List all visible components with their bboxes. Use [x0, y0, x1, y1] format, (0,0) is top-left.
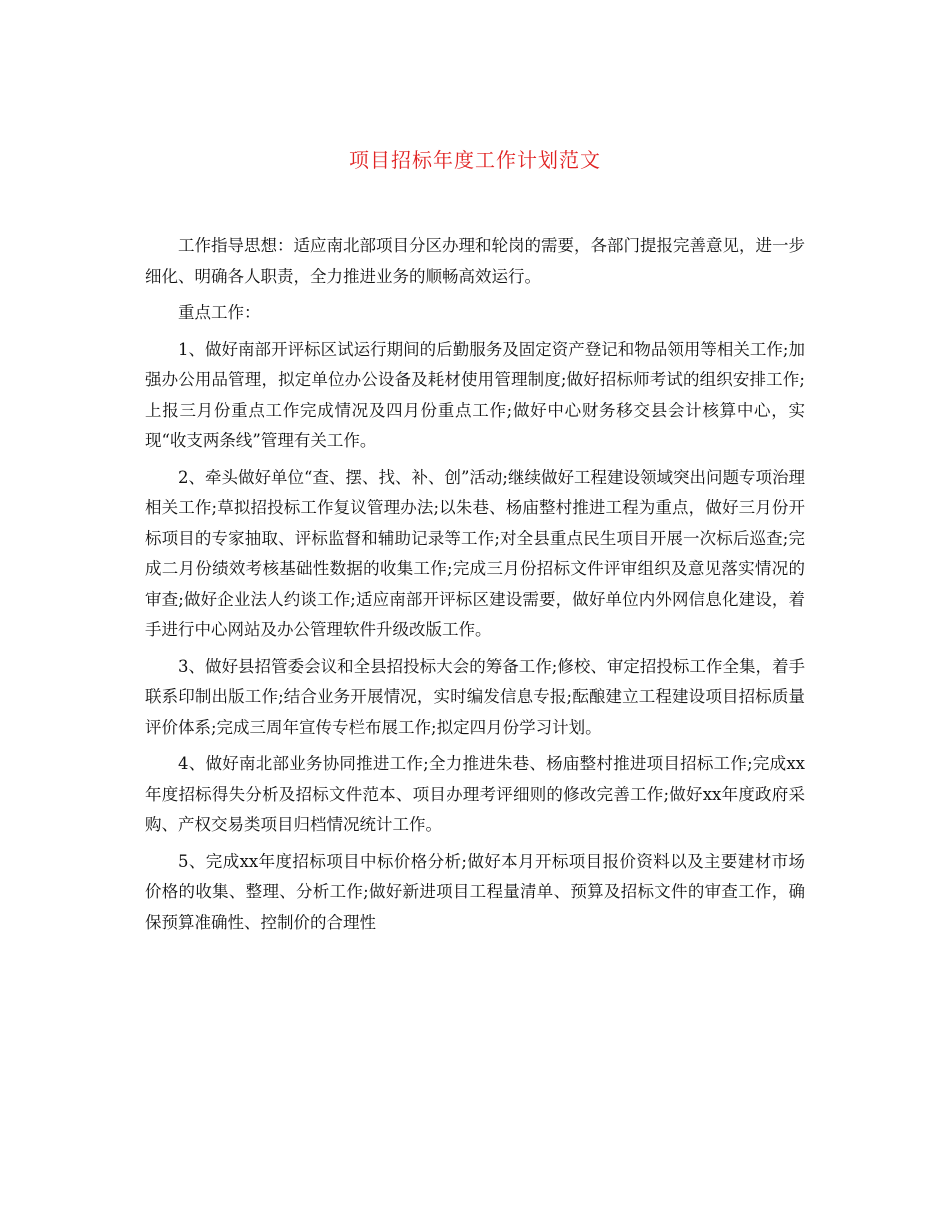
- paragraph-item-3: 3、做好县招管委会议和全县招投标大会的筹备工作;修校、审定招投标工作全集，着手联系印制出版工作;结合业务开展情况，实时编发信息专报;酝酿建立工程建设项目招标质量评价体系;完成三周年宣传专栏布展工作;拟定四月份学习计划。: [145, 656, 805, 737]
- paragraph-item-4: 4、做好南北部业务协同推进工作;全力推进朱巷、杨庙整村推进项目招标工作;完成xx年度招标得失分析及招标文件范本、项目办理考评细则的修改完善工作;做好xx年度政府采购、产权交易类项目归档情况统计工作。: [145, 754, 805, 834]
- paragraph-item-1: 1、做好南部开评标区试运行期间的后勤服务及固定资产登记和物品领用等相关工作;加强办公用品管理，拟定单位办公设备及耗材使用管理制度;做好招标师考试的组织安排工作;上报三月份重点工作完成情况及四月份重点工作;做好中心财务移交县会计核算中心，实现“收支两条线”管理有关工作。: [145, 339, 805, 450]
- document-title: 项目招标年度工作计划范文: [349, 148, 601, 172]
- document-body: [145, 231, 805, 944]
- paragraph-item-5: 5、完成xx年度招标项目中标价格分析;做好本月开标项目报价资料以及主要建材市场价格的收集、整理、分析工作;做好新进项目工程量清单、预算及招标文件的审查工作，确保预算准确性、控制价的合理性: [145, 851, 805, 932]
- paragraph-key-work-heading: 重点工作：: [178, 303, 261, 322]
- paragraph-guiding-idea: 工作指导思想：适应南北部项目分区办理和轮岗的需要，各部门提报完善意见，进一步细化、明确各人职责，全力推进业务的顺畅高效运行。: [145, 236, 805, 286]
- paragraph-item-2: 2、牵头做好单位“查、摆、找、补、创”活动;继续做好工程建设领域突出问题专项治理相关工作;草拟招投标工作复议管理办法;以朱巷、杨庙整村推进工程为重点，做好三月份开标项目的专家抽取、评标监督和辅助记录等工作;对全县重点民生项目开展一次标后巡查;完成二月份绩效考核基础性数据的收集工作;完成三月份招标文件评审组织及意见落实情况的审查;做好企业法人约谈工作;适应南部开评标区建设需要，做好单位内外网信息化建设，着手进行中心网站及办公管理软件升级改版工作。: [145, 467, 805, 639]
